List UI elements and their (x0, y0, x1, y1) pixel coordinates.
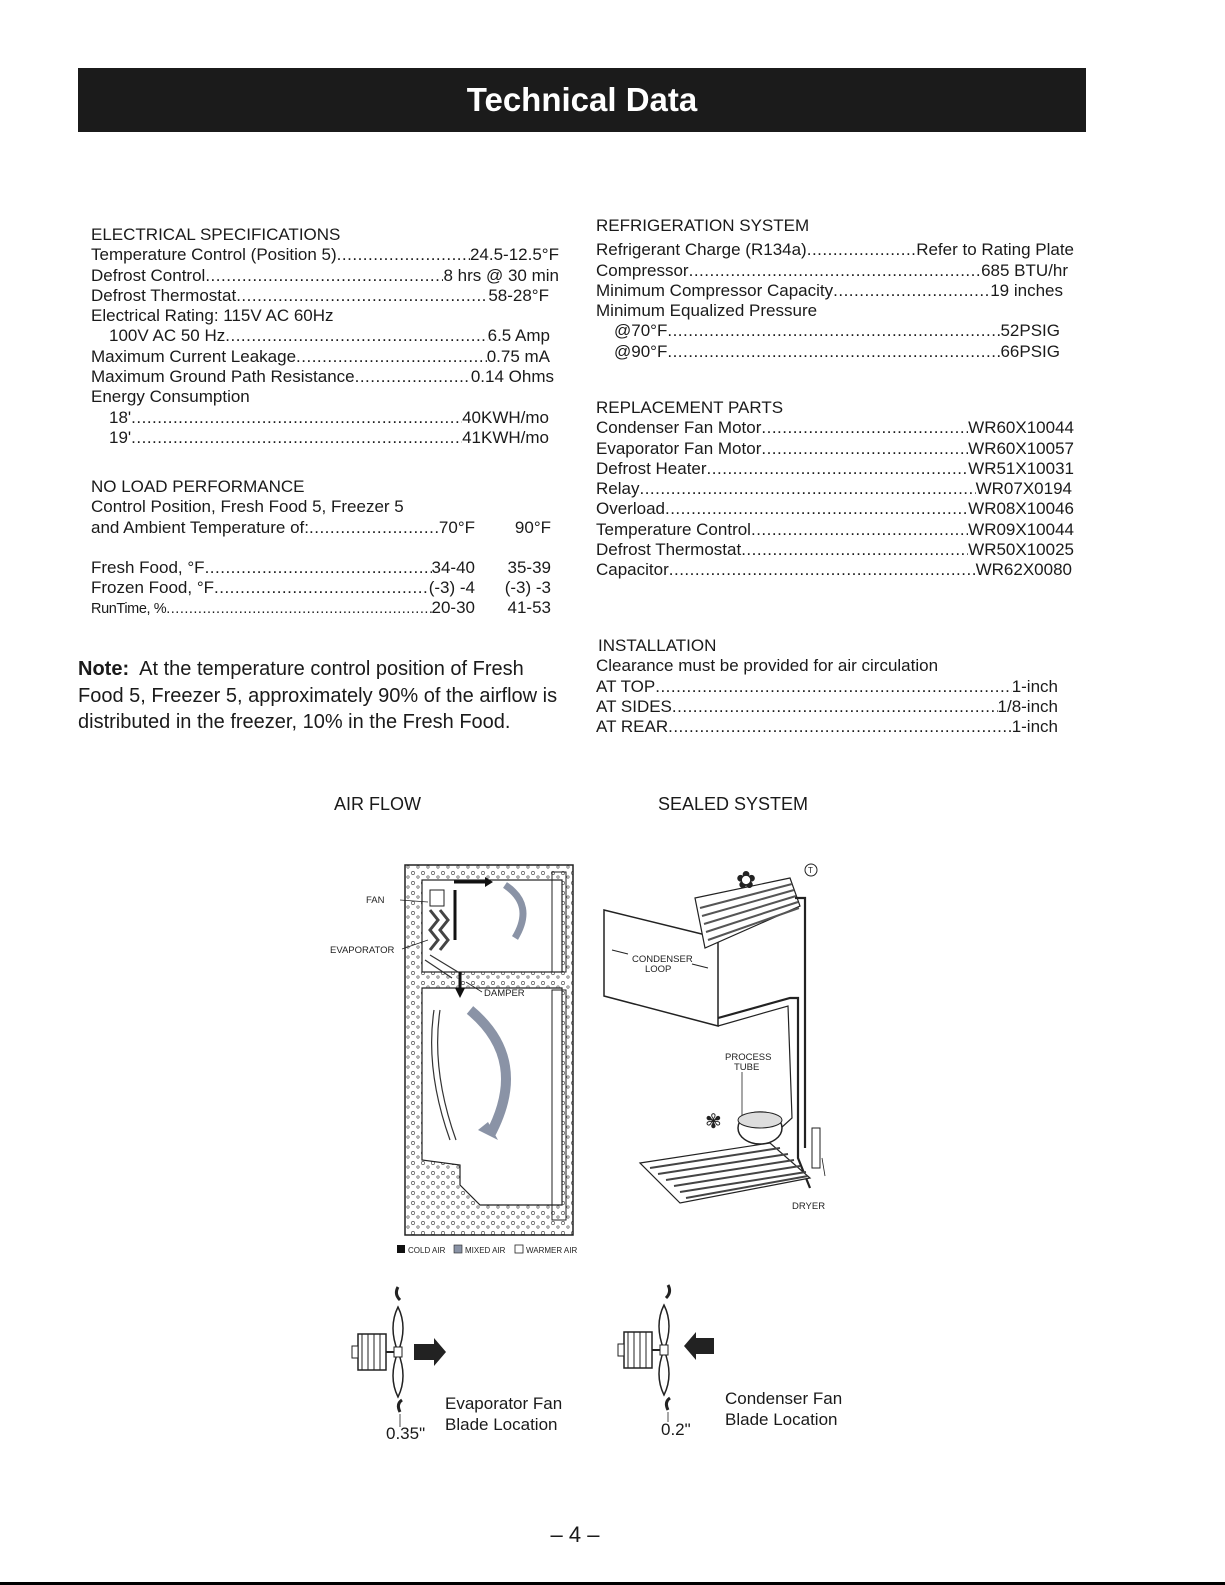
spec-label: @70°F (614, 321, 668, 341)
blade-tip-marker (666, 1398, 670, 1410)
performance-value-70: 34-40 (431, 557, 475, 577)
no-load-heading: NO LOAD PERFORMANCE (91, 477, 305, 496)
leader-dots (355, 367, 471, 387)
part-label: Evaporator Fan Motor (596, 438, 762, 458)
legend-warmer-swatch (515, 1245, 523, 1253)
spec-row (596, 261, 1068, 281)
airflow-arrow-icon (414, 1338, 446, 1366)
leader-dots (668, 717, 1012, 737)
legend-warmer-label: WARMER AIR (526, 1246, 578, 1255)
airflow-title: AIR FLOW (334, 794, 422, 814)
replacement-parts (596, 398, 1074, 581)
spec-label: 100V AC 50 Hz (109, 326, 226, 346)
blade-hub (660, 1345, 668, 1355)
caption-line: Evaporator Fan (445, 1394, 563, 1413)
replacement-heading: REPLACEMENT PARTS (596, 398, 784, 417)
ambient-label: and Ambient Temperature of: (91, 517, 309, 537)
refrigeration-heading: REFRIGERATION SYSTEM (596, 216, 810, 235)
part-number: WR08X10046 (968, 499, 1074, 519)
process-tube-label: PROCESS (725, 1052, 772, 1063)
spec-row (596, 281, 1063, 301)
leader-dots (655, 677, 1011, 697)
spec-label: 18' (109, 407, 132, 427)
part-number: WR60X10044 (968, 418, 1074, 438)
leader-dots (741, 540, 968, 560)
part-label: Defrost Heater (596, 458, 707, 478)
spec-label: Refrigerant Charge (R134a) (596, 240, 807, 260)
spec-value: 685 BTU/hr (981, 260, 1068, 280)
note-paragraph (78, 656, 568, 736)
leader-dots (669, 560, 976, 580)
spec-label: Minimum Equalized Pressure (596, 301, 818, 321)
leader-dots (131, 408, 462, 428)
part-row (596, 439, 1074, 459)
spec-row (91, 266, 559, 286)
compressor-top (738, 1112, 782, 1128)
clearance-label: AT SIDES (596, 696, 672, 716)
part-label: Defrost Thermostat (596, 540, 742, 560)
leader-dots (131, 428, 462, 448)
leader-dots (639, 479, 975, 499)
spec-value: 24.5-12.5°F (469, 245, 559, 265)
clearance-value: 1-inch (1011, 717, 1058, 737)
part-label: Overload (596, 499, 665, 519)
spec-label: Energy Consumption (91, 387, 250, 407)
part-row (596, 560, 1072, 580)
spec-label: 19' (109, 427, 132, 447)
part-number: WR50X10025 (968, 540, 1074, 560)
leader-dots (761, 418, 968, 438)
legend-mixed-swatch (454, 1245, 462, 1253)
spec-value: 66PSIG (1000, 341, 1060, 361)
spec-label: Compressor (596, 260, 689, 280)
spec-label: Defrost Thermostat (91, 285, 237, 305)
refrigeration-system (596, 216, 1074, 362)
page-number: – 4 – (550, 1522, 600, 1547)
performance-value-90: (-3) -3 (504, 578, 551, 598)
leader-dots (236, 286, 488, 306)
ambient-row (91, 518, 551, 538)
part-row (596, 520, 1074, 540)
part-row (596, 459, 1074, 479)
spec-value: 0.75 mA (486, 346, 550, 366)
spec-row (91, 245, 559, 265)
leader-dots (309, 518, 439, 538)
spec-row (91, 306, 559, 326)
installation-line: Clearance must be provided for air circulation (596, 656, 939, 676)
caption-line: Condenser Fan (725, 1389, 843, 1408)
electrical-specifications (91, 225, 559, 448)
spec-row (91, 408, 549, 428)
part-number: WR60X10057 (968, 438, 1074, 458)
part-row (596, 418, 1074, 438)
leader-dots (707, 459, 969, 479)
clearance-value: 1-inch (1011, 676, 1058, 696)
part-row (596, 540, 1074, 560)
performance-label: RunTime, % (91, 601, 167, 618)
note-text: At the temperature control position of Fresh Food 5, Freezer 5, approximately 90% of the airflow is distributed in the freezer, 10% in the Fresh Food. (78, 658, 558, 733)
spec-label: Electrical Rating: 115V AC 60Hz (91, 306, 334, 326)
performance-row (91, 578, 551, 598)
spec-value: 8 hrs @ 30 min (443, 265, 559, 285)
installation-heading: INSTALLATION (598, 636, 717, 655)
no-load-line: Control Position, Fresh Food 5, Freezer 5 (91, 497, 404, 517)
spec-label: Minimum Compressor Capacity (596, 280, 834, 300)
spec-row (596, 342, 1060, 362)
spec-row (596, 301, 1074, 321)
leader-dots (665, 499, 968, 519)
clearance-label: AT TOP (596, 676, 656, 696)
performance-value-70: 20-30 (431, 598, 475, 618)
page-title: Technical Data (466, 81, 698, 118)
performance-value-90: 41-53 (507, 598, 551, 618)
part-label: Capacitor (596, 560, 669, 580)
clearance-label: AT REAR (596, 717, 669, 737)
part-row (596, 499, 1074, 519)
leader-dots (667, 342, 1000, 362)
spec-row (596, 321, 1060, 341)
spec-label: Maximum Current Leakage (91, 346, 297, 366)
leader-dots (225, 326, 487, 346)
sealed-system-title: SEALED SYSTEM (658, 794, 809, 814)
caption-line: Blade Location (725, 1410, 838, 1429)
dryer-label: DRYER (792, 1201, 826, 1212)
blade-tip-marker (666, 1285, 670, 1298)
installation (596, 636, 1066, 737)
leader-dots (672, 697, 998, 717)
spec-row (91, 367, 554, 387)
airflow-diagram (330, 860, 590, 1270)
clearance-row (596, 717, 1058, 737)
clearance-row (596, 697, 1058, 717)
leader-line (822, 1158, 825, 1176)
legend-cold-swatch (397, 1245, 405, 1253)
motor-mount (618, 1344, 624, 1356)
compressor-fan-icon: ✾ (705, 1111, 722, 1133)
no-load-performance (91, 477, 551, 620)
part-number: WR51X10031 (968, 458, 1074, 478)
performance-row (91, 598, 551, 619)
part-number: WR62X0080 (975, 560, 1072, 580)
evaporator-fan-dimension: 0.35" (386, 1424, 426, 1443)
ambient-temp-1: 70°F (438, 517, 475, 537)
clearance-value: 1/8-inch (997, 696, 1058, 716)
spec-row (91, 428, 549, 448)
leader-dots (296, 347, 487, 367)
leader-dots (689, 261, 981, 281)
blade-tip-marker (396, 1287, 400, 1300)
electrical-heading: ELECTRICAL SPECIFICATIONS (91, 225, 341, 244)
leader-dots (337, 245, 470, 265)
performance-value-70: (-3) -4 (428, 578, 475, 598)
process-tube-label: TUBE (734, 1062, 760, 1073)
title-banner (78, 68, 1086, 132)
leader-dots (807, 240, 916, 260)
spec-label: Defrost Control (91, 265, 206, 285)
legend-cold-label: COLD AIR (408, 1246, 446, 1255)
evaporator-fan-blade-diagram (348, 1282, 458, 1442)
spec-row (596, 240, 1074, 260)
part-label: Condenser Fan Motor (596, 418, 762, 438)
leader-dots (833, 281, 990, 301)
condenser-loop-label: CONDENSER (632, 954, 693, 965)
leader-dots (166, 599, 431, 619)
bottom-condenser-grid (640, 1143, 810, 1203)
leader-dots (214, 578, 429, 598)
spec-row (91, 326, 550, 346)
motor-mount (352, 1346, 358, 1358)
fan-label: FAN (366, 895, 385, 906)
spec-value: 52PSIG (1000, 321, 1060, 341)
leader-dots (751, 520, 968, 540)
leader-dots (667, 321, 1000, 341)
thermostat-label: T (808, 866, 813, 875)
spec-row (91, 387, 559, 407)
part-number: WR09X10044 (968, 519, 1074, 539)
spec-value: 40KWH/mo (462, 407, 549, 427)
spec-label: Temperature Control (Position 5) (91, 245, 337, 265)
damper-label: DAMPER (484, 988, 525, 999)
leader-dots (761, 439, 968, 459)
performance-value-90: 35-39 (507, 557, 551, 577)
part-label: Temperature Control (596, 519, 751, 539)
fan-motor (430, 890, 444, 906)
spec-value: 6.5 Amp (487, 326, 550, 346)
evaporator-fan-caption (445, 1393, 562, 1435)
condenser-fan-icon: ✿ (736, 867, 757, 894)
dryer (812, 1128, 820, 1168)
spec-value: 19 inches (990, 280, 1063, 300)
spec-value: 41KWH/mo (462, 427, 549, 447)
blade-tip-marker (398, 1400, 402, 1412)
spec-row (91, 286, 549, 306)
spec-label: Maximum Ground Path Resistance (91, 367, 355, 387)
performance-row (91, 558, 551, 578)
clearance-row (596, 677, 1058, 697)
condenser-fan-caption (725, 1388, 842, 1430)
condenser-fan-dimension: 0.2" (661, 1420, 691, 1439)
airflow-arrow-icon (684, 1332, 714, 1360)
leader-dots (205, 558, 432, 578)
part-number: WR07X0194 (975, 479, 1072, 499)
spec-value: Refer to Rating Plate (916, 240, 1074, 260)
condenser-loop-label: LOOP (645, 964, 672, 975)
part-row (596, 479, 1072, 499)
condenser-fan-blade-diagram (614, 1282, 724, 1442)
spec-row (91, 347, 550, 367)
leader-dots (205, 266, 443, 286)
caption-line: Blade Location (445, 1415, 558, 1434)
blade-hub (394, 1347, 402, 1357)
performance-label: Fresh Food, °F (91, 557, 205, 577)
ambient-temp-2: 90°F (514, 517, 551, 537)
part-label: Relay (596, 479, 640, 499)
spec-value: 58-28°F (488, 285, 549, 305)
evaporator-label: EVAPORATOR (330, 945, 395, 956)
performance-label: Frozen Food, °F (91, 578, 215, 598)
note-label: Note: (78, 658, 130, 680)
spec-value: 0.14 Ohms (470, 367, 554, 387)
spec-label: @90°F (614, 341, 668, 361)
legend-mixed-label: MIXED AIR (465, 1246, 506, 1255)
sealed-system-diagram (600, 858, 840, 1228)
